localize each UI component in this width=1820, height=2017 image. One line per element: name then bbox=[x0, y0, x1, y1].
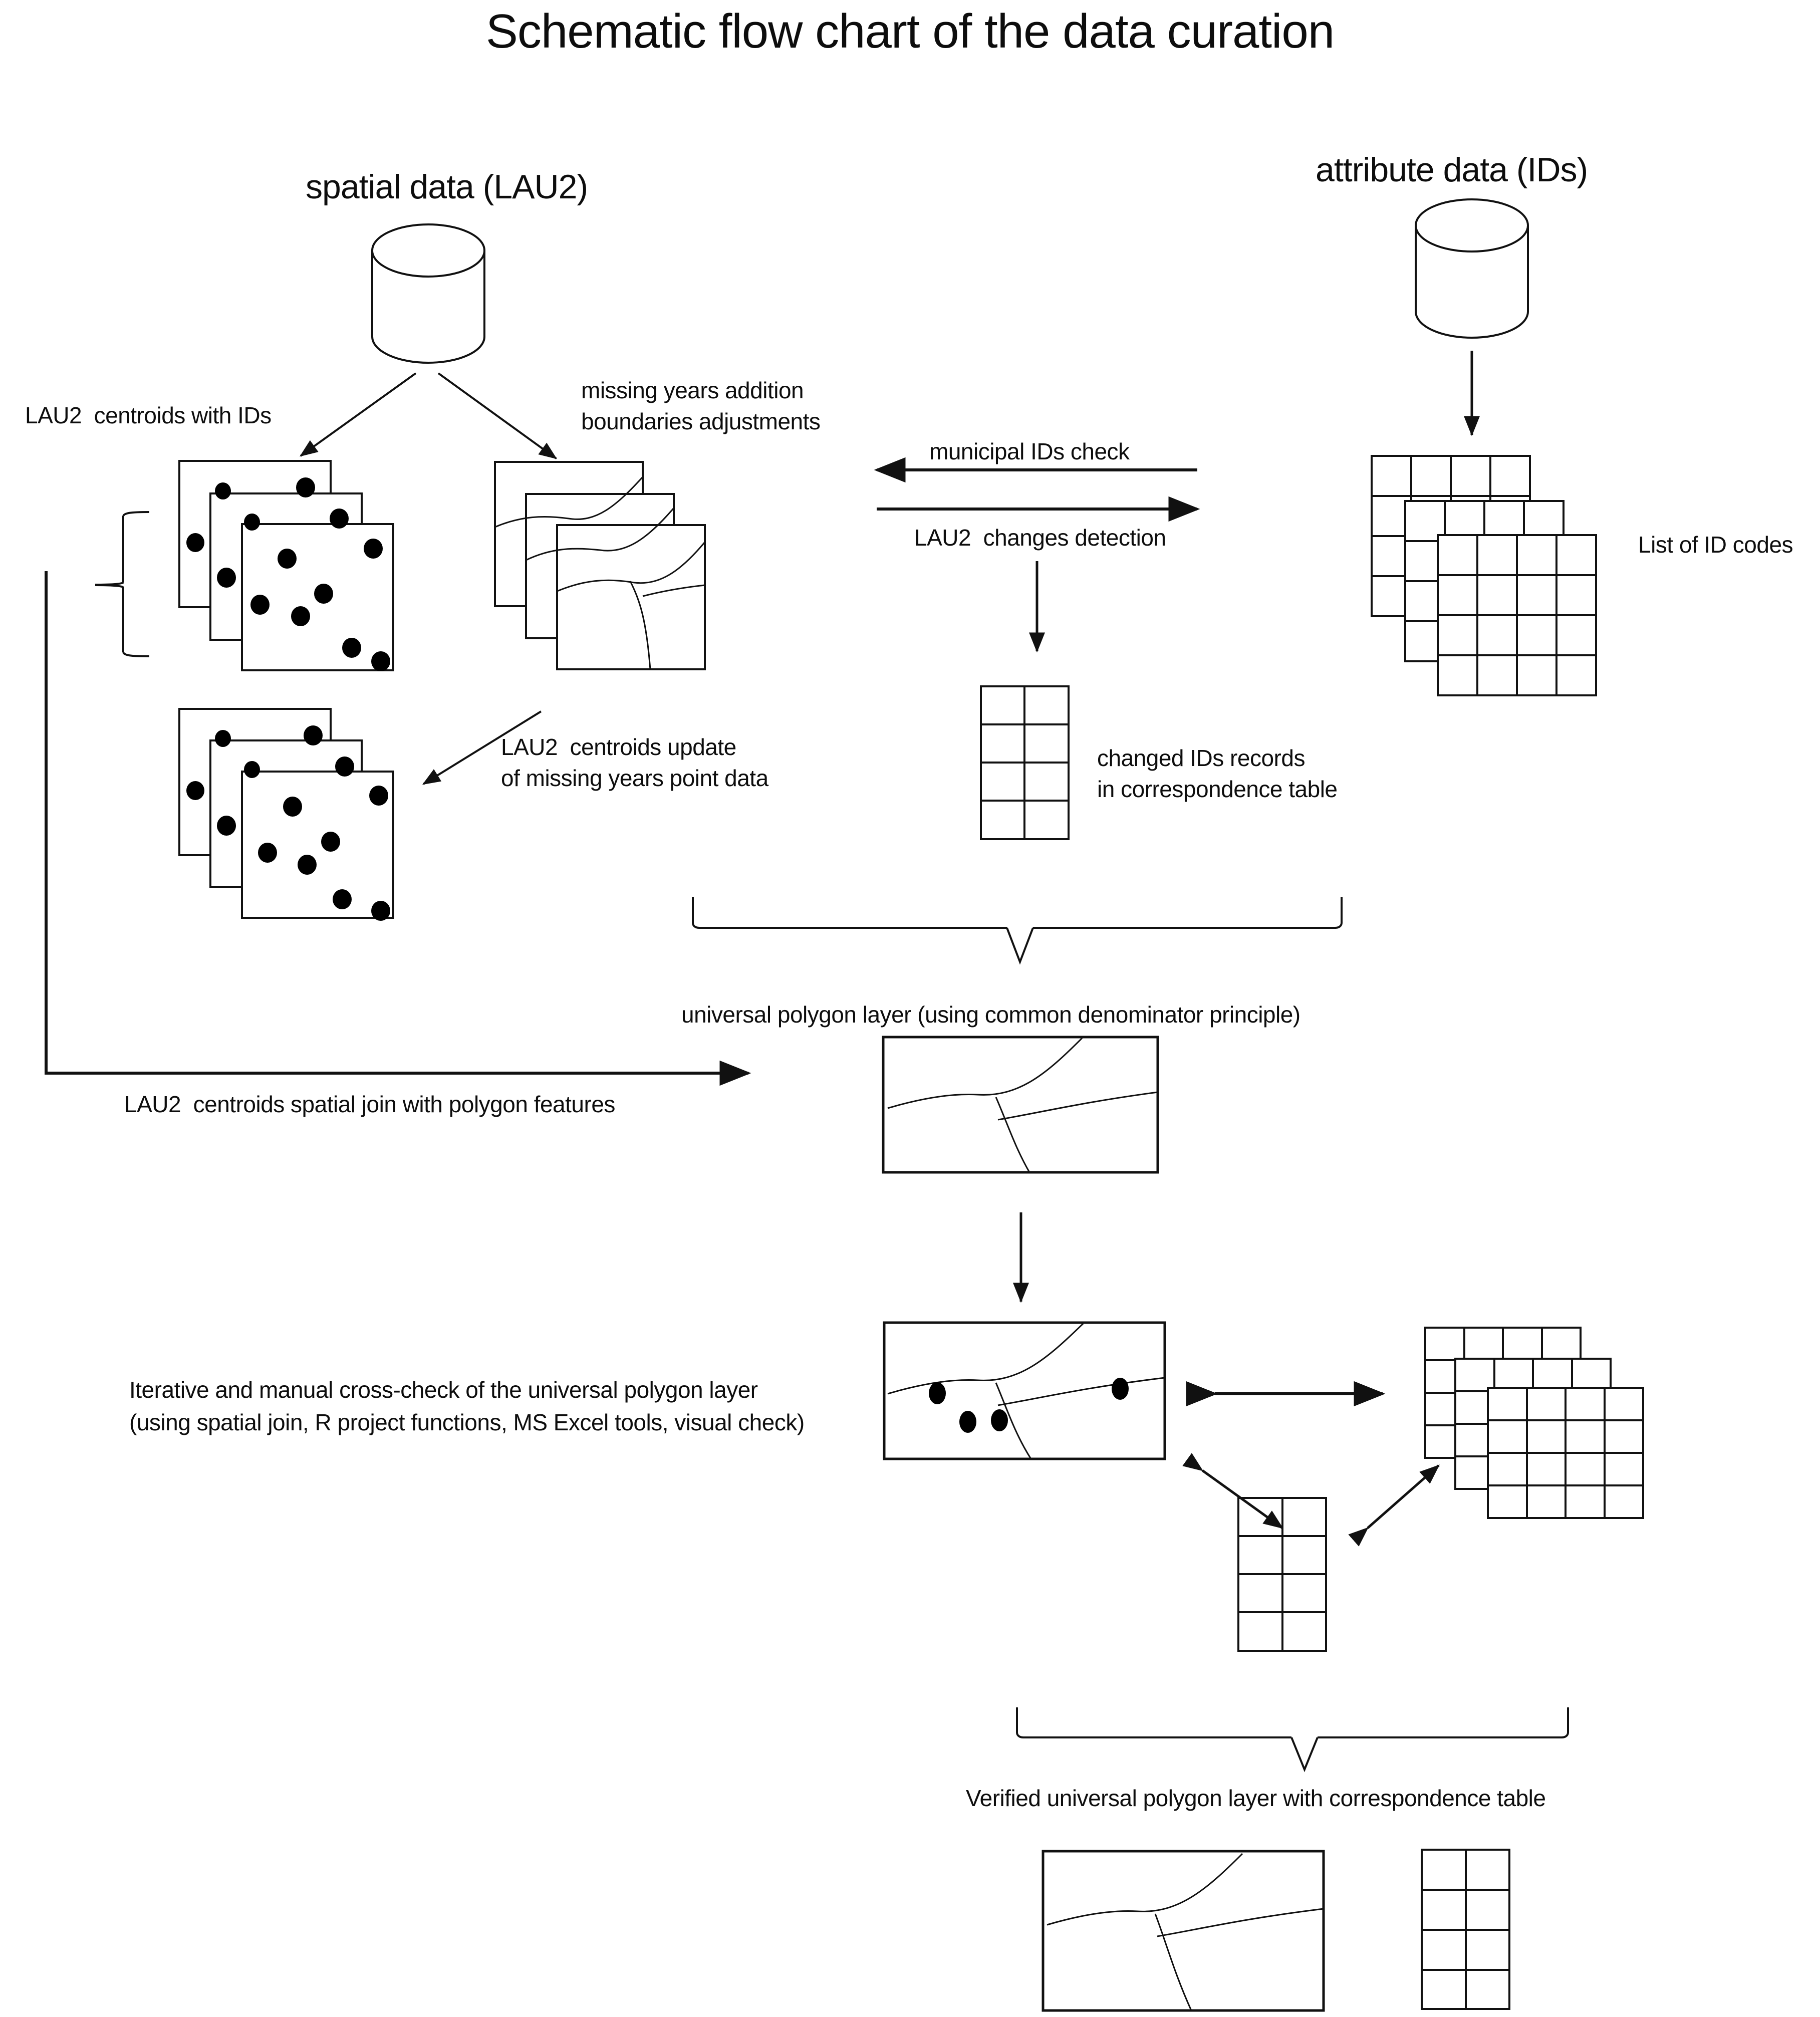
table-layer-front bbox=[1438, 535, 1596, 695]
cross-check-label: Iterative and manual cross-check of the universal polygon layer bbox=[129, 1377, 758, 1403]
spatial-join-label: LAU2 centroids spatial join with polygon features bbox=[124, 1091, 615, 1117]
attribute-data-source-label: attribute data (IDs) bbox=[1316, 151, 1588, 189]
verified-correspondence-table bbox=[1422, 1850, 1509, 2009]
changed-ids-records-label-2: in correspondence table bbox=[1097, 776, 1338, 802]
crosscheck-table-stack bbox=[1425, 1328, 1643, 1518]
correspondence-table bbox=[981, 686, 1069, 839]
updated-centroid-layer-stack bbox=[179, 709, 393, 921]
verified-polygon-layer-box bbox=[1043, 1851, 1324, 2010]
lau2-centroids-with-ids-label: LAU2 centroids with IDs bbox=[25, 402, 272, 428]
left-grouping-brace bbox=[95, 512, 149, 656]
lau2-polygon-layer-stack bbox=[495, 462, 705, 669]
centroids-update-label-2: of missing years point data bbox=[501, 765, 768, 791]
centroids-update-label: LAU2 centroids update bbox=[501, 734, 736, 760]
crosscheck-polygon-layer-box bbox=[884, 1323, 1165, 1459]
crosscheck-diagonal-right-arrow bbox=[1368, 1465, 1439, 1528]
verified-layer-brace bbox=[1017, 1707, 1568, 1770]
crosscheck-correspondence-table bbox=[1238, 1498, 1326, 1651]
missing-years-addition-label: missing years addition bbox=[581, 377, 804, 403]
verified-layer-label: Verified universal polygon layer with correspondence table bbox=[966, 1785, 1546, 1811]
attribute-data-cylinder-icon bbox=[1416, 199, 1528, 338]
universal-polygon-merge-brace bbox=[693, 897, 1342, 962]
page-title: Schematic flow chart of the data curation bbox=[485, 5, 1335, 58]
universal-polygon-layer-box bbox=[883, 1037, 1158, 1172]
arrow-to-centroid-stack bbox=[301, 373, 416, 456]
changed-ids-records-label: changed IDs records bbox=[1097, 745, 1305, 771]
centroids-update-arrow bbox=[423, 711, 541, 784]
spatial-data-source-label: spatial data (LAU2) bbox=[306, 168, 588, 206]
list-of-id-codes-label: List of ID codes bbox=[1638, 532, 1793, 558]
cross-check-label-2: (using spatial join, R project functions, MS Excel tools, visual check) bbox=[129, 1409, 805, 1435]
lau2-changes-detection-label: LAU2 changes detection bbox=[914, 525, 1166, 551]
table-layer-front bbox=[1488, 1388, 1643, 1518]
lau2-centroid-layer-stack bbox=[179, 461, 393, 671]
arrow-to-polygon-stack bbox=[438, 373, 556, 458]
boundaries-adjustments-label: boundaries adjustments bbox=[581, 408, 821, 434]
universal-polygon-layer-label: universal polygon layer (using common denominator principle) bbox=[681, 1001, 1301, 1028]
municipal-ids-check-label: municipal IDs check bbox=[929, 438, 1130, 464]
spatial-data-cylinder-icon bbox=[372, 224, 484, 363]
id-code-table-stack bbox=[1372, 456, 1596, 695]
